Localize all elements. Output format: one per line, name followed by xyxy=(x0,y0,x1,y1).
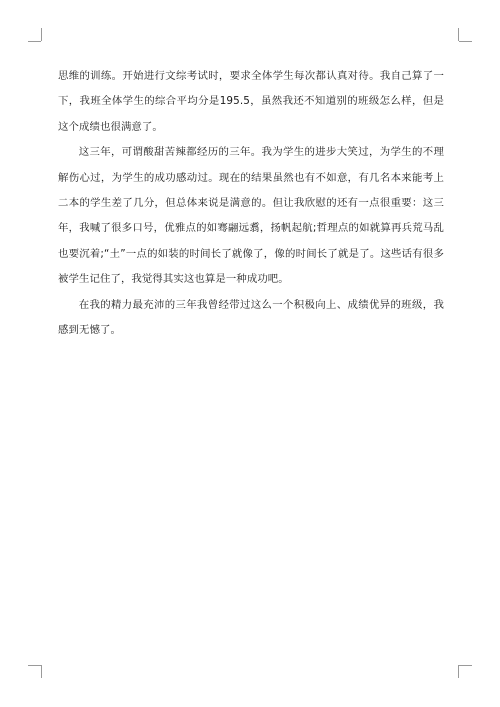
crop-mark-top-right-horizontal xyxy=(459,41,472,42)
document-body xyxy=(58,64,444,343)
paragraph-2: 这三年，可谓酸甜苦辣都经历的三年。我为学生的进步大笑过，为学生的不理解伤心过，为学生的成功感动过。现在的结果虽然也有不如意，有几名本来能考上二本的学生差了几分，但总体来说是满意的。但让我欣慰的还有一点很重要：这三年，我喊了很多口号，优雅点的如骞翮远翥，扬帆起航;哲理点的如就算再兵荒马乱也要沉着;“土”一点的如装的时间长了就像了，像的时间长了就是了。这些话有很多被学生记住了，我觉得其实这也算是一种成功吧。 xyxy=(58,146,444,286)
crop-mark-bottom-left-vertical xyxy=(41,665,42,678)
paragraph-1: 思维的训练。开始进行文综考试时，要求全体学生每次都认真对待。我自己算了一下，我班全体学生的综合平均分是195.5，虽然我还不知道别的班级怎么样，但是这个成绩也很满意了。 xyxy=(58,70,444,133)
crop-mark-bottom-left-horizontal xyxy=(28,665,41,666)
paragraph-3: 在我的精力最充沛的三年我曾经带过这么一个积极向上、成绩优异的班级，我感到无憾了。 xyxy=(58,298,444,337)
crop-mark-top-left-horizontal xyxy=(28,41,41,42)
crop-mark-bottom-right-vertical xyxy=(458,665,459,678)
crop-mark-bottom-right-horizontal xyxy=(459,665,472,666)
crop-mark-top-right-vertical xyxy=(458,28,459,41)
crop-mark-top-left-vertical xyxy=(41,28,42,41)
